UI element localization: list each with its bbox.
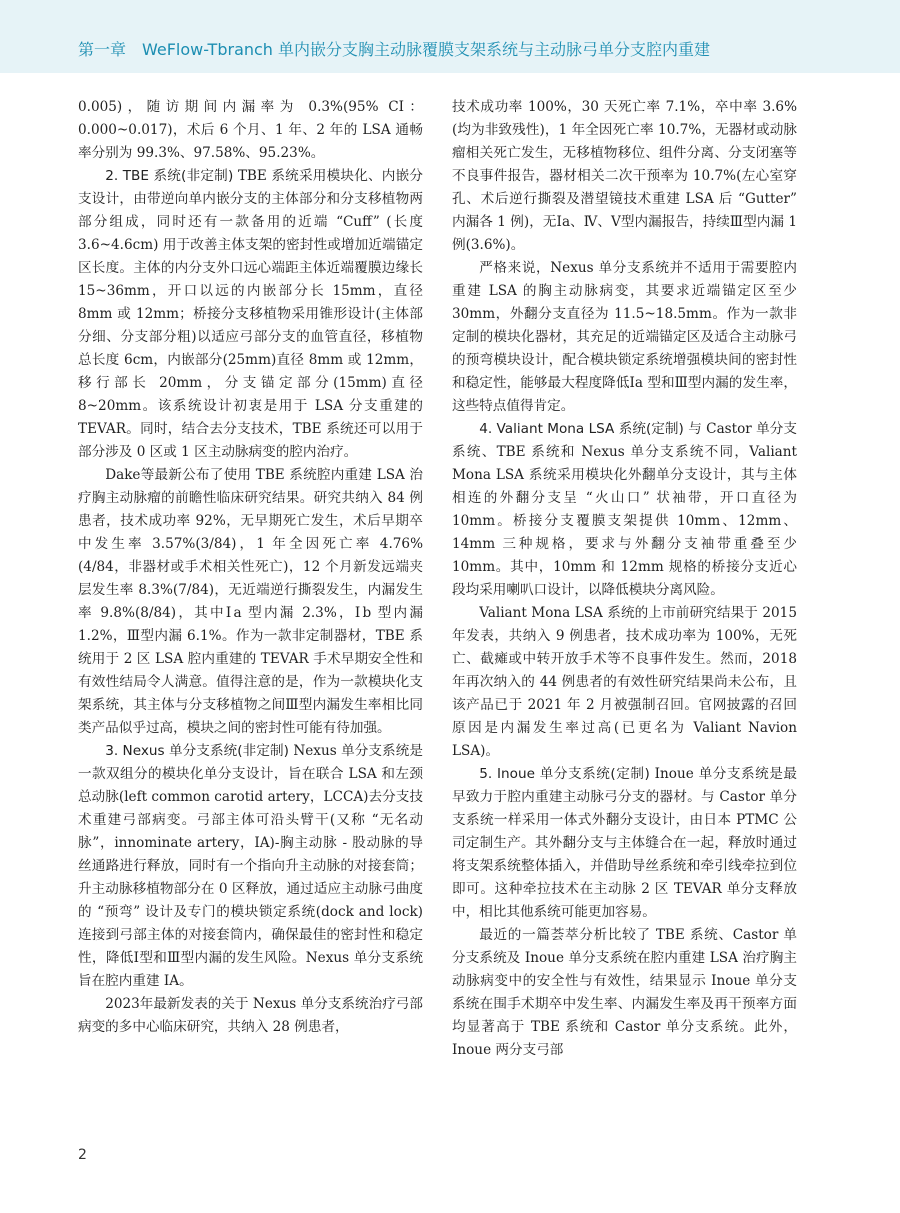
paragraph-dake-study: Dake等最新公布了使用 TBE 系统腔内重建 LSA 治疗胸主动脉瘤的前瞻性临床研究结果。研究共纳入 84 例患者，技术成功率 92%，无早期死亡发生，术后早期卒中发生率 3.57%(3/84)，1 年全因死亡率 4.76%(4/84，非器材或手术相关性死亡)，12 个月新发远端夹层发生率 8.3%(7/84)，无近端逆行撕裂发生，内漏发生率 9.8%(8/84)，其中Ⅰa 型内漏 2.3%，Ⅰb 型内漏 1.2%，Ⅲ型内漏 6.1%。作为一款非定制器材，TBE 系统用于 2 区 LSA 腔内重建的 TEVAR 手术早期安全性和有效性结局令人满意。值得注意的是，作为一款模块化支架系统，其主体与分支移植物之间Ⅲ型内漏发生率相比同类产品似乎过高，模块之间的密封性可能有待加强。: [78, 467, 423, 736]
section-heading-valiant: 4. Valiant Mona LSA 系统(定制): [479, 421, 684, 437]
paragraph-inoue-system: [452, 763, 797, 924]
paragraph-text: Nexus 单分支系统是一款双组分的模块化单分支设计，旨在联合 LSA 和左颈总动脉(left common carotid artery，LCCA)去分支技术重建弓部病变。弓部主体可沿头臂干(又称 “无名动脉”，innominate artery，IA)-胸主动脉 - 股动脉的导丝通路进行释放，同时有一个指向升主动脉的对接套筒；升主动脉移植物部分在 0 区释放，通过适应主动脉弓曲度的 “预弯” 设计及专门的模块锁定系统(dock and lock)连接到弓部主体的对接套筒内，确保最佳的密封性和稳定性，降低Ⅰ型和Ⅲ型内漏的发生风险。Nexus 单分支系统旨在腔内重建 IA。: [78, 743, 423, 989]
paragraph-text: 与 Castor 单分支系统、TBE 系统和 Nexus 单分支系统不同，Valiant Mona LSA 系统采用模块化外翻单分支设计，其与主体相连的外翻分支呈 “火山口” 状袖带，开口直径为 10mm。桥接分支覆膜支架提供 10mm、12mm、14mm 三种规格，要求与外翻分支袖带重叠至少 10mm。其中，10mm 和 12mm 规格的桥接分支近心段均采用喇叭口设计，以降低模块分离风险。: [452, 421, 797, 598]
paragraph-nexus-system: [78, 740, 423, 993]
running-header-band: [0, 0, 900, 73]
paragraph-valiant-results: Valiant Mona LSA 系统的上市前研究结果于 2015 年发表，共纳入 9 例患者，技术成功率为 100%，无死亡、截瘫或中转开放手术等不良事件发生。然而，2018 年再次纳入的 44 例患者的有效性研究结果尚未公布，且该产品已于 2021 年 2 月被强制召回。官网披露的召回原因是内漏发生率过高(已更名为 Valiant Navion LSA)。: [452, 605, 797, 759]
section-heading-tbe: 2. TBE 系统(非定制): [105, 168, 234, 184]
paragraph-tbe-system: [78, 165, 423, 464]
section-heading-nexus: 3. Nexus 单分支系统(非定制): [105, 743, 289, 759]
paragraph-nexus-study: 2023年最新发表的关于 Nexus 单分支系统治疗弓部病变的多中心临床研究，共纳入 28 例患者，: [78, 996, 423, 1035]
paragraph-continued: 0.005)，随访期间内漏率为 0.3%(95% CI：0.000~0.017)，术后 6 个月、1 年、2 年的 LSA 通畅率分别为 99.3%、97.58%、95.23%。: [78, 99, 423, 161]
right-column: [452, 96, 797, 1062]
left-column: [78, 96, 423, 1039]
section-heading-inoue: 5. Inoue 单分支系统(定制): [479, 766, 650, 782]
paragraph-meta-analysis: 最近的一篇荟萃分析比较了 TBE 系统、Castor 单分支系统及 Inoue 单分支系统在腔内重建 LSA 治疗胸主动脉病变中的安全性与有效性，结果显示 Inoue 单分支系统在围手术期卒中发生率、内漏发生率及再干预率方面均显著高于 TBE 系统和 Castor 单分支系统。此外，Inoue 两分支弓部: [452, 927, 797, 1058]
paragraph-text: TBE 系统采用模块化、内嵌分支设计，由带逆向单内嵌分支的主体部分和分支移植物两部分组成，同时还有一款备用的近端 “Cuff” (长度 3.6~4.6cm) 用于改善主体支架的密封性或增加近端锚定区长度。主体的内分支外口远心端距主体近端覆膜边缘长 15~36mm，开口以远的内嵌部分长 15mm，直径 8mm 或 12mm；桥接分支移植物采用锥形设计(主体部分细、分支部分粗)以适应弓部分支的血管直径，移植物总长度 6cm，内嵌部分(25mm)直径 8mm 或 12mm，移行部长 20mm，分支锚定部分(15mm)直径 8~20mm。该系统设计初衷是用于 LSA 分支重建的 TEVAR。同时，结合去分支技术，TBE 系统还可以用于部分涉及 0 区或 1 区主动脉病变的腔内治疗。: [78, 168, 424, 460]
paragraph-text: Inoue 单分支系统是最早致力于腔内重建主动脉弓分支的器材。与 Castor 单分支系统一样采用一体式外翻分支设计，由日本 PTMC 公司定制生产。其外翻分支与主体缝合在一起，释放时通过将支架系统整体插入，并借助导丝系统和牵引线牵拉到位即可。这种牵拉技术在主动脉 2 区 TEVAR 单分支释放中，相比其他系统可能更加容易。: [452, 766, 797, 920]
paragraph-nexus-assessment: 严格来说，Nexus 单分支系统并不适用于需要腔内重建 LSA 的胸主动脉病变，其要求近端锚定区至少 30mm，外翻分支直径为 11.5~18.5mm。作为一款非定制的模块化器材，其充足的近端锚定区及适合主动脉弓的预弯模块设计，配合模块锁定系统增强模块间的密封性和稳定性，能够最大程度降低Ⅰa 型和Ⅲ型内漏的发生率，这些特点值得肯定。: [452, 260, 797, 414]
paragraph-valiant-mona: [452, 418, 797, 602]
paragraph-continued: 技术成功率 100%，30 天死亡率 7.1%，卒中率 3.6%(均为非致残性)，1 年全因死亡率 10.7%，无器材或动脉瘤相关死亡发生，无移植物移位、组件分离、分支闭塞等不良事件报告，器材相关二次干预率为 10.7%(左心室穿孔、术后逆行撕裂及潜望镜技术重建 LSA 后 “Gutter” 内漏各 1 例)，无Ⅰa、Ⅳ、Ⅴ型内漏报告，持续Ⅲ型内漏 1 例(3.6%)。: [452, 99, 797, 253]
page-number: 2: [78, 1147, 87, 1163]
running-header-title: 第一章 WeFlow-Tbranch 单内嵌分支胸主动脉覆膜支架系统与主动脉弓单分支腔内重建: [78, 40, 711, 59]
